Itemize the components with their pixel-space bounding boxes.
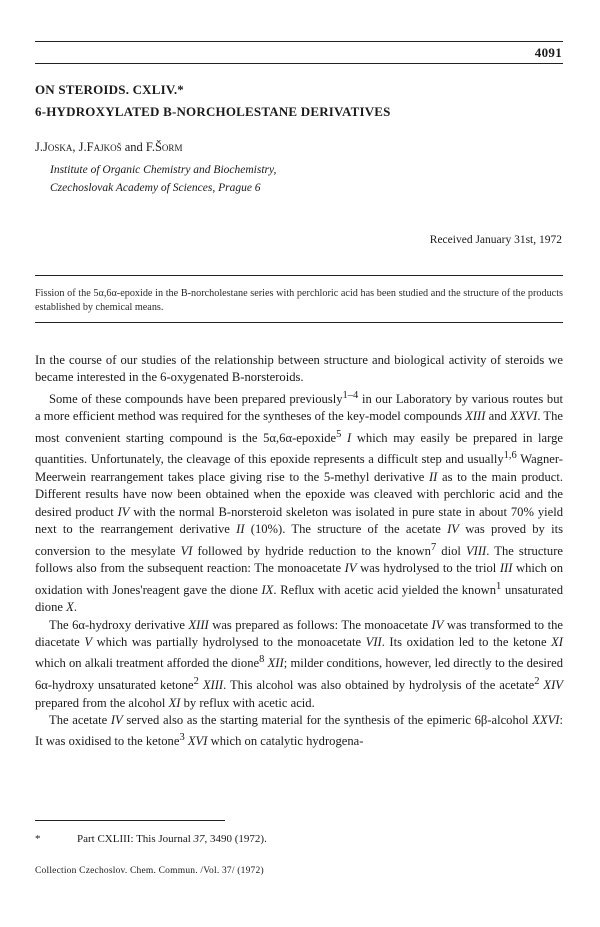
footnote-text-end: , 3490 (1972). xyxy=(204,833,267,845)
text-span: which on oxidation with Jones'reagent gave the dione xyxy=(35,561,563,597)
affiliation-line-1: Institute of Organic Chemistry and Biochemistry, xyxy=(50,164,277,176)
footnote-text: Part CXLIII: This Journal xyxy=(77,833,194,845)
text-span: which on catalytic hydrogena- xyxy=(207,734,364,749)
compound-label: VII xyxy=(365,635,382,650)
paragraph-2 xyxy=(35,387,563,617)
compound-label: X xyxy=(66,600,74,615)
author-1-surname: Joska xyxy=(43,140,73,154)
compound-label: II xyxy=(428,470,438,484)
text-span: unsaturated dione xyxy=(35,582,563,615)
text-span: as to the main product. Different results have now been obtained when the epoxide was cleaved with perchloric acid and the desired product xyxy=(35,470,564,519)
compound-label: XII xyxy=(267,656,284,671)
article-body xyxy=(35,352,563,751)
authors: J.Joska, J.Fajkoš and F.Šorm xyxy=(35,140,183,154)
compound-label: I xyxy=(347,431,352,445)
footnote-marker: * xyxy=(35,833,41,845)
footnote-volume: 37 xyxy=(193,833,205,845)
text-span: was prepared as follows: The monoacetate xyxy=(208,617,432,632)
text-span: . Reflux with acetic acid yielded the known xyxy=(273,582,497,597)
text-span: (10%). The structure of the acetate xyxy=(244,522,448,537)
text-span: . The most convenient starting compound is the 5α,6α-epoxide xyxy=(35,409,564,445)
text-span: was hydrolysed to the triol xyxy=(356,561,500,576)
text-span: with the normal B-norsteroid skeleton was isolated in pure state in about 70% yield next to the rearrangement derivative xyxy=(35,504,563,537)
reference-superscript: 3 xyxy=(179,732,185,744)
page-number: 4091 xyxy=(534,45,562,60)
compound-label: IV xyxy=(117,504,130,519)
text-span: diol xyxy=(436,543,466,558)
text-span: was transformed to the diacetate xyxy=(35,617,563,650)
header-rule-lower xyxy=(35,63,563,64)
compound-label: XXVI xyxy=(532,713,560,728)
text-span: . Its oxidation led to the ketone xyxy=(381,635,552,650)
text-span: which may easily be prepared in large quantities. Unfortunately, the cleavage of this epoxide represents a difficult step and usually xyxy=(35,431,563,467)
reference-superscript: 1 xyxy=(496,580,502,592)
text-span: The acetate xyxy=(49,713,111,728)
journal-footer: Collection Czechoslov. Chem. Commun. /Vol. 37/ (1972) xyxy=(35,866,264,876)
text-span: : It was oxidised to the ketone xyxy=(35,713,563,749)
received-date: Received January 31st, 1972 xyxy=(429,234,562,246)
paragraph-4 xyxy=(35,712,563,751)
reference-superscript: 5 xyxy=(336,428,342,440)
compound-label: XIII xyxy=(188,617,209,632)
text-span: which was partially hydrolysed to the monoacetate xyxy=(92,635,366,650)
author-2-surname: Fajkoš xyxy=(86,140,122,154)
compound-label: IX xyxy=(261,582,274,597)
abstract-rule-top xyxy=(35,275,563,276)
author-3-surname: Šorm xyxy=(154,140,183,154)
text-span: . xyxy=(73,600,77,615)
text-span: ; milder conditions, however, led directly to the desired 6α-hydroxy unsaturated ketone xyxy=(35,656,563,693)
abstract: Fission of the 5α,6α-epoxide in the B-norcholestane series with perchloric acid has been studied and the structure of the products established by chemical means. xyxy=(35,288,563,313)
reference-superscript: 8 xyxy=(259,654,265,666)
footnote xyxy=(35,833,267,845)
paragraph-3 xyxy=(35,617,563,712)
abstract-rule-bottom xyxy=(35,322,563,323)
compound-label: XXVI xyxy=(510,409,538,424)
affiliation-line-2: Czechoslovak Academy of Sciences, Prague 6 xyxy=(50,182,261,194)
article-series-title: ON STEROIDS. CXLIV.* xyxy=(35,82,184,97)
text-span: The 6α-hydroxy derivative xyxy=(49,617,189,632)
text-span: and xyxy=(485,409,511,424)
compound-label: XVI xyxy=(187,734,208,749)
text-span: Wagner-Meerwein rearrangement takes place giving rise to the 5-methyl derivative xyxy=(35,452,563,484)
author-2-initial: J. xyxy=(78,140,87,154)
text-span: followed by hydride reduction to the known xyxy=(192,543,431,558)
compound-label: IV xyxy=(110,713,123,728)
text-span: was proved by its conversion to the mesylate xyxy=(35,522,563,558)
compound-label: VIII xyxy=(465,543,487,558)
compound-label: IV xyxy=(447,522,459,537)
compound-label: XI xyxy=(551,635,563,650)
author-conjunction: and xyxy=(124,140,143,154)
compound-label: VI xyxy=(180,543,193,558)
text-span: served also as the starting material for the synthesis of the epimeric 6β-alcohol xyxy=(122,713,533,728)
reference-superscript: 1,6 xyxy=(503,450,517,462)
text-span: prepared from the alcohol xyxy=(35,695,169,710)
compound-label: IV xyxy=(344,561,357,576)
text-span: Some of these compounds have been prepared previously xyxy=(49,392,343,406)
reference-superscript: 7 xyxy=(430,541,437,553)
text-span: by reflux with acetic acid. xyxy=(180,695,315,710)
compound-label: V xyxy=(84,635,93,650)
footnote-rule xyxy=(35,820,225,821)
compound-label: XI xyxy=(168,695,181,710)
header-rule xyxy=(35,41,563,42)
author-3-initial: F. xyxy=(145,140,155,154)
paragraph-1: In the course of our studies of the relationship between structure and biological activity of steroids we became interested in the 6-oxygenated B-norsteroids. xyxy=(35,353,563,385)
author-1-initial: J. xyxy=(35,140,43,154)
text-span: . The structure follows also from the subsequent reaction: The monoacetate xyxy=(35,543,563,576)
reference-superscript: 1–4 xyxy=(342,389,359,401)
text-span: in our Laboratory by various routes but a more efficient method was required for the syntheses of the key-model compounds xyxy=(35,392,563,424)
compound-label: IV xyxy=(431,617,444,632)
compound-label: II xyxy=(236,522,245,537)
compound-label: XIII xyxy=(202,678,224,693)
reference-superscript: 2 xyxy=(193,676,199,688)
compound-label: XIII xyxy=(465,409,486,424)
compound-label: III xyxy=(499,561,513,576)
article-title: 6-HYDROXYLATED B-NORCHOLESTANE DERIVATIVES xyxy=(35,104,391,119)
text-span: which on alkali treatment afforded the dione xyxy=(35,656,260,671)
text-span: . This alcohol was also obtained by hydrolysis of the acetate xyxy=(223,678,535,693)
reference-superscript: 2 xyxy=(534,676,540,688)
compound-label: XIV xyxy=(543,678,564,693)
